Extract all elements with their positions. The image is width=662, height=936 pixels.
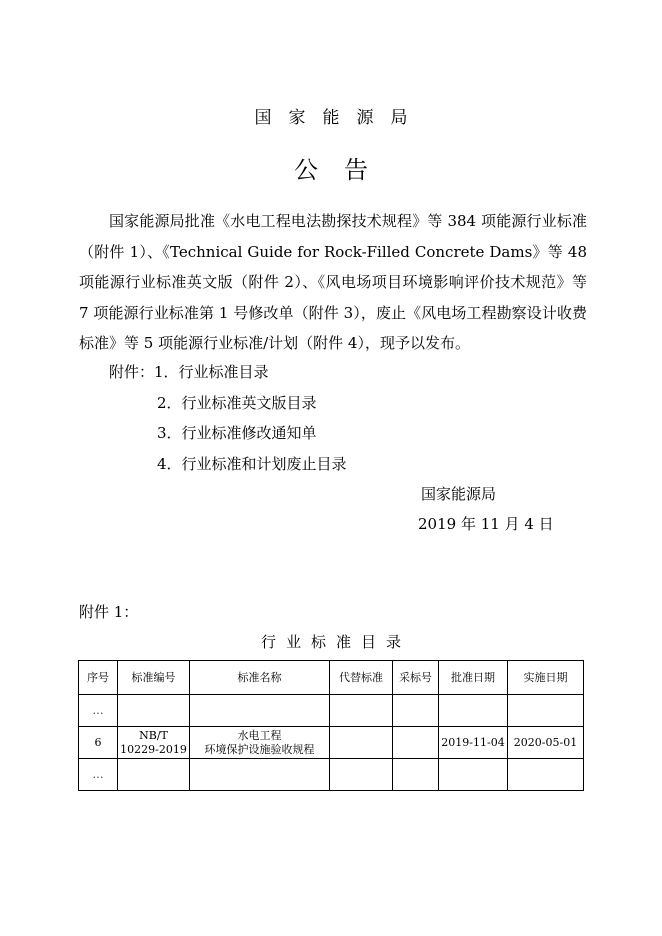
cell-code — [118, 695, 190, 727]
appendix-label: 附件 1： — [79, 603, 139, 621]
issuer-heading: 国家能源局 — [254, 108, 425, 128]
cell-approved — [439, 695, 508, 727]
cell-code-line1: NB/T — [139, 728, 168, 742]
attachment-item-4: 4．行业标准和计划废止目录 — [157, 455, 347, 473]
cell-approved — [439, 759, 508, 791]
cell-effective — [508, 759, 584, 791]
signature-date: 2019 年 11 月 4 日 — [418, 515, 554, 533]
cell-seq: … — [79, 695, 118, 727]
table-row — [79, 759, 584, 791]
cell-code — [118, 727, 190, 759]
column-header-seq: 序号 — [79, 661, 118, 695]
cell-code-line2: 10229-2019 — [120, 742, 187, 756]
column-header-name: 标准名称 — [190, 661, 330, 695]
announcement-title: 公告 — [294, 156, 394, 184]
cell-replaces — [330, 695, 393, 727]
cell-code — [118, 759, 190, 791]
attachment-item-3: 3．行业标准修改通知单 — [157, 424, 317, 442]
cell-approved: 2019-11-04 — [439, 727, 508, 759]
cell-replaces — [330, 727, 393, 759]
attachment-item-2: 2．行业标准英文版目录 — [157, 394, 317, 412]
cell-adopted — [393, 695, 439, 727]
cell-effective: 2020-05-01 — [508, 727, 584, 759]
cell-name — [190, 727, 330, 759]
signature-org: 国家能源局 — [421, 485, 497, 503]
column-header-approved: 批准日期 — [439, 661, 508, 695]
table-row — [79, 695, 584, 727]
cell-replaces — [330, 759, 393, 791]
column-header-effective: 实施日期 — [508, 661, 584, 695]
cell-name — [190, 695, 330, 727]
announcement-body: 国家能源局批准《水电工程电法勘探技术规程》等 384 项能源行业标准（附件 1）、《Technical Guide for Rock-Filled Concrete Dams》等 48 项能源行业标准英文版（附件 2）、《风电场项目环境影响评价技术规范》等 7 项能源行业标准第 1 号修改单（附件 3），废止《风电场工程勘察设计收费标准》等 5 项能源行业标准/计划（附件 4），现予以发布。 — [79, 212, 587, 352]
cell-adopted — [393, 759, 439, 791]
column-header-adopted: 采标号 — [393, 661, 439, 695]
attachment-item-1: 附件：1．行业标准目录 — [109, 363, 269, 381]
table-title: 行业标准目录 — [260, 633, 411, 651]
standards-table — [78, 660, 584, 791]
column-header-code: 标准编号 — [118, 661, 190, 695]
cell-name — [190, 759, 330, 791]
table-header-row — [79, 661, 584, 695]
table-row — [79, 727, 584, 759]
cell-seq: … — [79, 759, 118, 791]
cell-adopted — [393, 727, 439, 759]
column-header-replaces: 代替标准 — [330, 661, 393, 695]
cell-effective — [508, 695, 584, 727]
cell-name-line1: 水电工程 — [237, 728, 282, 742]
cell-name-line2: 环境保护设施验收规程 — [204, 742, 315, 756]
cell-seq: 6 — [79, 727, 118, 759]
